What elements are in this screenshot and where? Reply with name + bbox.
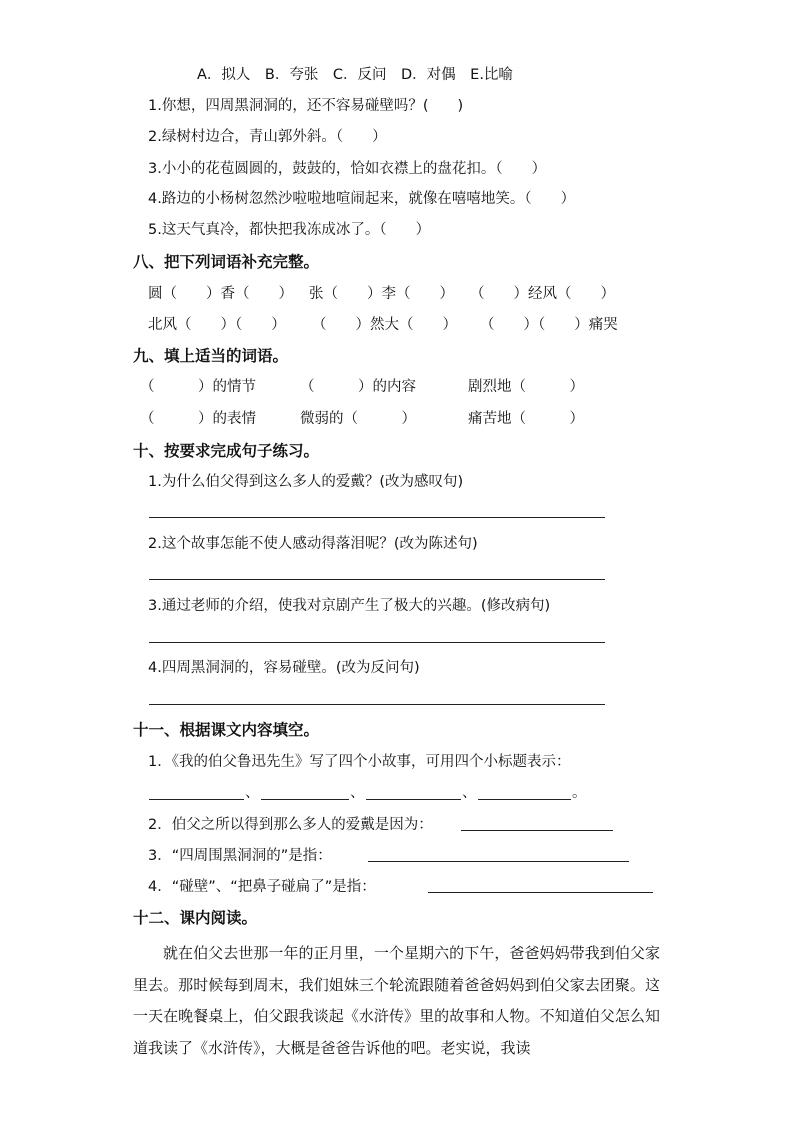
q11-item-3: 3．“四周围黑洞洞的”是指： (148, 848, 332, 864)
q8-row1-b: 张（ ）李（ ） (309, 286, 454, 302)
q10-answer-line-4[interactable] (149, 704, 605, 705)
q10-item-2: 2.这个故事怎能不使人感动得落泪呢？(改为陈述句) (148, 536, 478, 552)
q8-row2-c: （ ）（ ）痛哭 (480, 317, 618, 333)
q10-answer-line-1[interactable] (149, 517, 605, 518)
q12-passage: 就在伯父去世那一年的正月里，一个星期六的下午，爸爸妈妈带我到伯父家里去。那时候每到周末，我们姐妹三个轮流跟随着爸爸妈妈到伯父家去团聚。这一天在晚餐桌上，伯父跟我谈起《水浒传》里的故事和人物。不知道伯父怎么知道我读了《水浒传》，大概是爸爸告诉他的吧。老实说，我读 (133, 944, 660, 1057)
q8-row1-c: （ ）经风（ ） (470, 286, 615, 302)
q11-separator-1: 、 (245, 785, 260, 801)
q11-blank-title-1[interactable] (149, 799, 244, 800)
q11-blank-2[interactable] (461, 830, 613, 831)
q7-options: A．拟人 B．夸张 C．反问 D．对偶 E.比喻 (197, 67, 513, 83)
q10-item-1: 1.为什么伯父得到这么多人的爱戴？(改为感叹句) (148, 474, 464, 490)
q11-end-mark: 。 (572, 785, 587, 801)
q9-row2-c: 痛苦地（ ） (468, 411, 584, 427)
q10-title: 十、按要求完成句子练习。 (133, 442, 320, 460)
q11-item-1: 1．《我的伯父鲁迅先生》写了四个小故事，可用四个小标题表示： (148, 754, 571, 770)
q11-separator-2: 、 (350, 785, 365, 801)
q11-blank-title-3[interactable] (366, 799, 461, 800)
q11-item-2: 2．伯父之所以得到那么多人的爱戴是因为： (148, 817, 433, 833)
q7-item-4: 4.路边的小杨树忽然沙啦啦地喧闹起来，就像在嘻嘻地笑。（ ） (148, 191, 576, 207)
q10-item-4: 4.四周黑洞洞的，容易碰壁。(改为反问句) (148, 660, 420, 676)
q10-answer-line-3[interactable] (149, 642, 605, 643)
q7-item-1: 1.你想，四周黑洞洞的，还不容易碰壁吗？( ) (148, 98, 464, 114)
q8-row1-a: 圆（ ）香（ ） (148, 286, 293, 302)
q11-item-4: 4．“碰壁”、“把鼻子碰扁了”是指： (148, 879, 376, 895)
q7-item-3: 3.小小的花苞圆圆的，鼓鼓的，恰如衣襟上的盘花扣。（ ） (148, 161, 547, 177)
q11-blank-title-4[interactable] (478, 799, 571, 800)
q8-row2-b: （ ）然大（ ） (312, 317, 457, 333)
q8-row2-a: 北风（ ）（ ） (148, 317, 286, 333)
q11-blank-4[interactable] (428, 892, 653, 893)
q11-separator-3: 、 (462, 785, 477, 801)
q9-row2-b: 微弱的（ ） (300, 411, 416, 427)
q11-title: 十一、根据课文内容填空。 (133, 721, 320, 739)
q8-title: 八、把下列词语补充完整。 (133, 253, 320, 271)
q12-title: 十二、课内阅读。 (133, 909, 258, 927)
q9-row1-c: 剧烈地（ ） (468, 379, 584, 395)
q9-row1-b: （ ）的内容 (300, 379, 416, 395)
q9-row1-a: （ ）的情节 (140, 379, 256, 395)
q7-item-2: 2.绿树村边合，青山郭外斜。（ ） (148, 129, 387, 145)
q9-row2-a: （ ）的表情 (140, 411, 256, 427)
q11-blank-title-2[interactable] (261, 799, 349, 800)
q9-title: 九、填上适当的词语。 (133, 347, 289, 365)
q10-item-3: 3.通过老师的介绍，使我对京剧产生了极大的兴趣。(修改病句) (148, 598, 551, 614)
q11-blank-3[interactable] (368, 861, 629, 862)
q10-answer-line-2[interactable] (149, 579, 605, 580)
q7-item-5: 5.这天气真冷，都快把我冻成冰了。（ ） (148, 222, 431, 238)
